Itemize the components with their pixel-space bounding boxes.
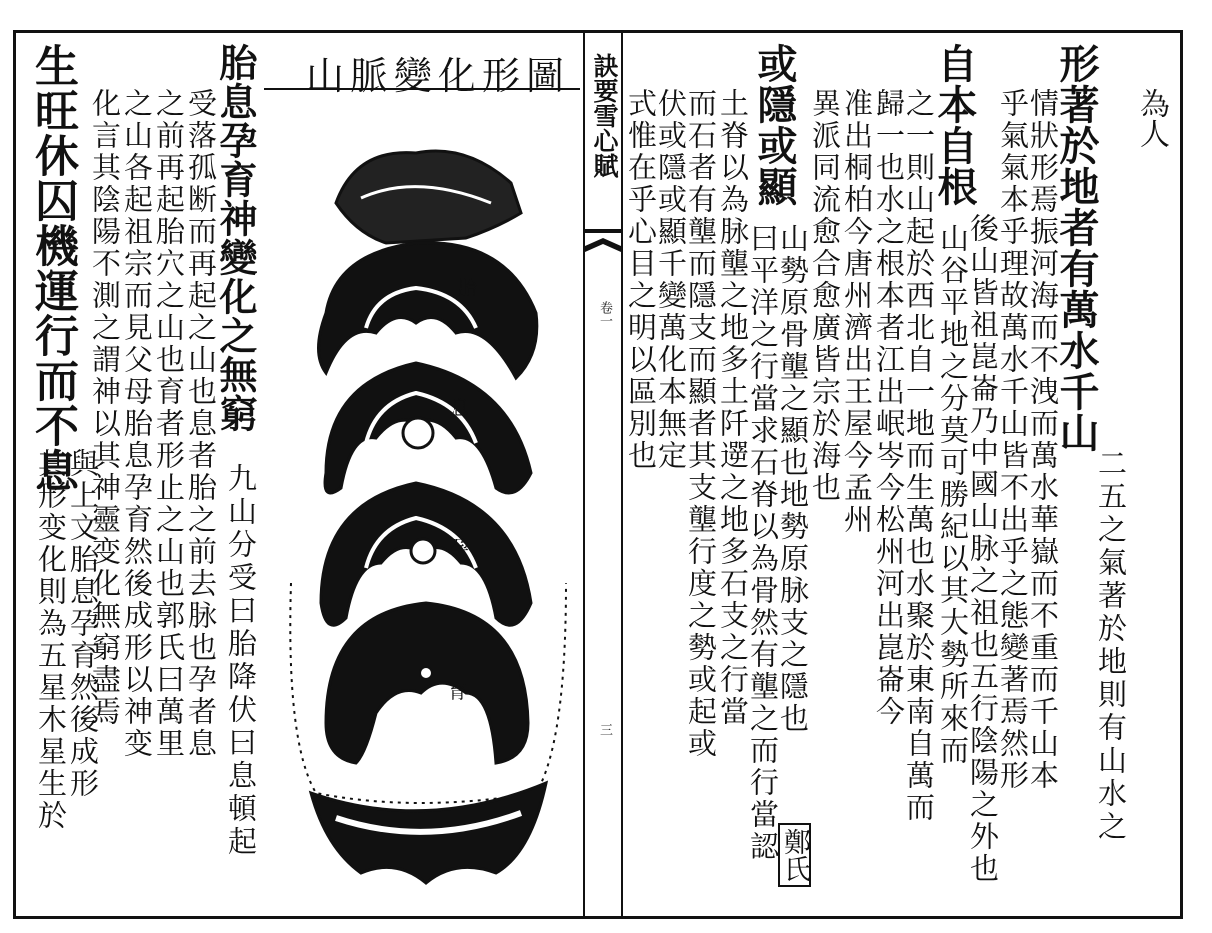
mountain-vein-diagram [266, 93, 581, 913]
fish-tail-mark [585, 238, 621, 288]
right-commentary-col: 土脊以為脉壟之地多土阡遻之地多石支之行當 [716, 88, 750, 728]
label-tai: 胎 [458, 277, 478, 299]
right-commentary-col: 曰平洋之行當求石脊以為骨然有壟之而行當認 [746, 223, 780, 863]
book-title: 訣要雪心賦 [590, 53, 619, 178]
left-commentary-col: 之山各起祖宗而見父母胎息孕育然後成形以神变 [120, 88, 154, 760]
right-commentary-col: 山勢原骨壟之顯也地勢原脉支之隱也 [776, 223, 810, 735]
right-commentary-col: 山谷平地之分莫可勝紀以其大勢所來而 [936, 223, 970, 767]
book-spread [13, 30, 1183, 919]
right-commentary-col: 准出桐柏今唐州濟出王屋今孟州 [840, 88, 874, 536]
zheng-attribution: 鄭氏 [778, 823, 811, 887]
right-commentary-col: 後山皆祖崑崙乃中國山脉之祖也五行陰陽之外也 [966, 213, 1000, 885]
right-commentary-col: 而石者有壟而隱支而顯者其支壟行度之勢或起或 [684, 88, 718, 760]
right-commentary-col: 式惟在乎心目之明以區別也 [624, 88, 658, 472]
page-number: 三 [597, 723, 612, 736]
left-commentary-col: 化言其陰陽不測之謂神以其神靈变化無窮盡焉 [88, 88, 122, 728]
label-yun: 孕 [450, 537, 470, 559]
volume-label: 卷一 [597, 301, 612, 327]
label-yu: 育 [448, 681, 468, 703]
right-commentary-col: 異派同流愈合愈廣皆宗於海也 [808, 88, 842, 504]
right-heading-small: 為人 [1134, 88, 1169, 148]
left-headline-1: 生旺休囚機運行而不息 [27, 43, 78, 493]
left-commentary-col: 受落孤断而再起之山也息者胎之前去脉也孕者息 [184, 88, 218, 760]
right-commentary-col: 之一則山起於西北自一地而生萬也水聚於東南自萬而 [902, 88, 936, 824]
right-headline-1: 形著於地者有萬水千山 [1053, 43, 1100, 453]
right-commentary-tail: 二五之氣著於地則有山水之 [1094, 448, 1128, 844]
right-commentary-col: 情狀形焉振河海而不洩而萬水華嶽而不重而千山本 [1026, 88, 1060, 792]
figure-title: 山脈變化形圖 [306, 54, 571, 98]
left-commentary-col: 之前再起胎穴之山也育者形止之山也郭氏曰萬里 [152, 88, 186, 760]
center-spine [583, 33, 623, 916]
right-commentary-col: 伏或隱或顯千變萬化本無定 [654, 88, 688, 472]
left-headline-2: 胎息孕育神變化之無窮 [213, 43, 258, 433]
right-commentary-col: 歸一也水之根本者江出岷岑今松州河出崑崙今 [872, 88, 906, 728]
right-headline-2: 自本自根 [931, 43, 978, 207]
left-commentary-tail: 九山分受曰胎降伏曰息頓起 [224, 463, 258, 859]
left-commentary-col: 與上文胎息孕育然後成形 [66, 448, 100, 800]
right-commentary-col: 乎氣氣本乎理故萬水千山皆不出乎之態變著焉然形 [996, 88, 1030, 792]
left-commentary-col: 其形变化則為五星木星生於 [34, 448, 68, 832]
right-headline-3: 或隱或顯 [751, 43, 798, 207]
spine-rule-1 [585, 229, 621, 233]
label-xi: 息 [450, 397, 470, 419]
